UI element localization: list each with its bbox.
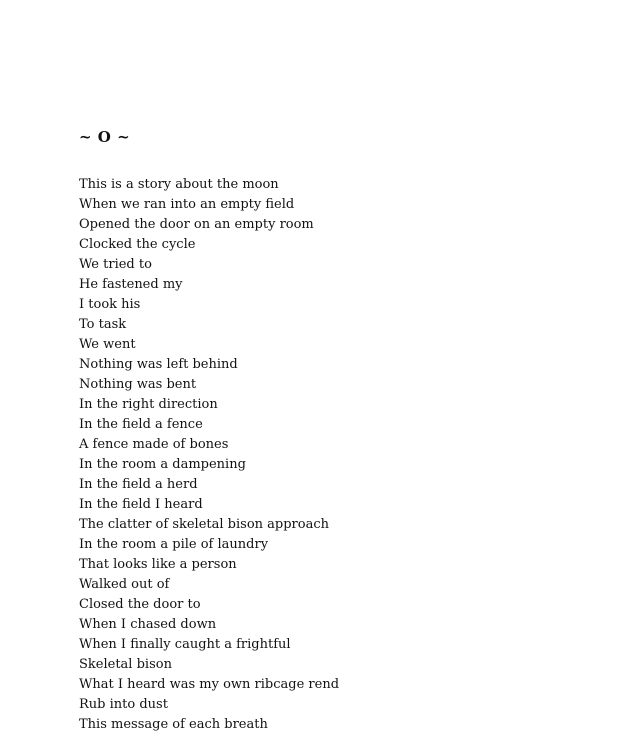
poem-line: In the field I heard [79,497,203,512]
poem-line: In the field a fence [79,417,203,432]
poem-line: In the right direction [79,397,218,412]
poem-line: That looks like a person [79,557,237,572]
poem-line: Walked out of [79,577,170,592]
poem-line: Opened the door on an empty room [79,217,314,232]
poem-text [79,175,339,735]
poem-line: This is a story about the moon [79,177,279,192]
poem-line: When I chased down [79,617,217,632]
poem-line: A fence made of bones [79,437,229,452]
poem-line: When I finally caught a frightful [79,637,291,652]
poem-line: This message of each breath [79,717,268,732]
poem-line: We tried to [79,257,152,272]
poem-line: What I heard was my own ribcage rend [79,677,340,692]
poem-line: When we ran into an empty field [79,197,295,212]
poem-line: Nothing was bent [79,377,197,392]
poem-line: Rub into dust [79,697,168,712]
poem-line: In the room a pile of laundry [79,537,269,552]
poem-line: To task [79,317,127,332]
poem-line: Nothing was left behind [79,357,238,372]
poem-line: I took his [79,297,141,312]
section-mark: ~ O ~ [79,128,131,146]
poem-line: Skeletal bison [79,657,172,672]
poem-line: In the field a herd [79,477,198,492]
poem-line: Clocked the cycle [79,237,196,252]
poem-line: In the room a dampening [79,457,246,472]
poem-line: Closed the door to [79,597,201,612]
poem-line: The clatter of skeletal bison approach [79,517,329,532]
poem-line: We went [79,337,136,352]
poem-line: He fastened my [79,277,183,292]
